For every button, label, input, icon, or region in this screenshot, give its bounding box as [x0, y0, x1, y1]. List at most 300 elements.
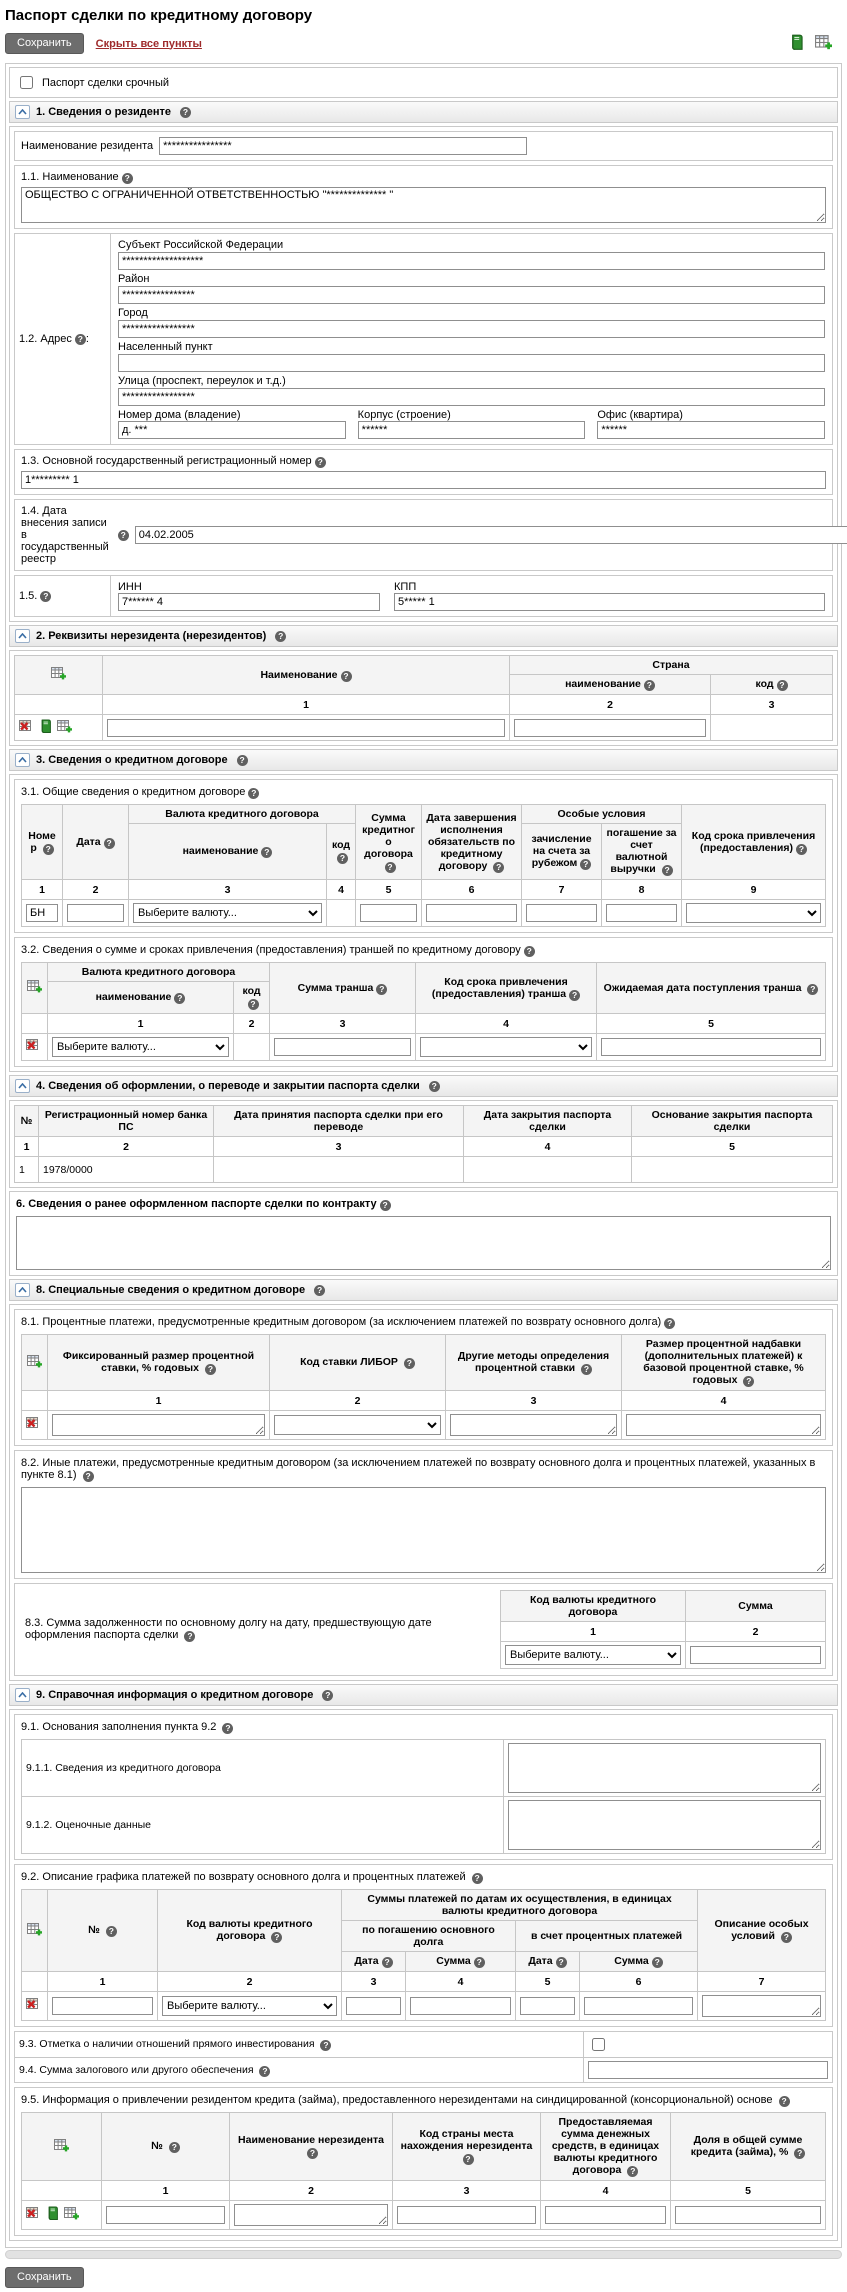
section-3-body — [9, 774, 838, 1072]
interest-date-input[interactable] — [520, 1997, 575, 2015]
col-header-currency-code: Код валюты кредитного договора — [501, 1591, 686, 1622]
num-cell: 2 — [686, 1622, 826, 1642]
num-cell: 4 — [541, 2181, 671, 2201]
help-icon[interactable] — [385, 862, 396, 873]
interest-payments-table — [21, 1334, 826, 1440]
num-cell: 2 — [39, 1137, 214, 1157]
section-8-header — [9, 1279, 838, 1301]
agreement-date-input[interactable] — [67, 904, 124, 922]
col-header-currency-code: код ? — [327, 824, 356, 880]
dictionary-icon[interactable] — [46, 2206, 59, 2224]
syndicate-share-input[interactable] — [675, 2206, 821, 2224]
help-icon[interactable] — [248, 999, 259, 1010]
city-input[interactable] — [118, 320, 825, 338]
add-row-header-cell — [22, 1890, 48, 1972]
syndicate-nonresident-name-textarea[interactable] — [234, 2204, 388, 2226]
col-header-number: Номер ? — [22, 805, 63, 880]
foreign-account-input[interactable] — [526, 904, 597, 922]
column-number-row — [15, 695, 833, 715]
col-header-date: Дата? — [63, 805, 129, 880]
fixed-rate-textarea[interactable] — [52, 1414, 265, 1436]
urgent-passport-label: Паспорт сделки срочный — [42, 76, 170, 89]
help-icon[interactable] — [315, 457, 326, 468]
delete-row-icon[interactable] — [19, 719, 34, 737]
currency-code-cell — [234, 1034, 270, 1061]
nonresident-name-input[interactable] — [107, 719, 505, 737]
help-icon[interactable] — [261, 847, 272, 858]
section-2-title: 2. Реквизиты нерезидента (нерезидентов) — [36, 630, 267, 642]
help-icon[interactable] — [275, 631, 286, 642]
input-cell — [583, 2032, 832, 2058]
help-icon[interactable] — [248, 788, 259, 799]
column-number-row — [22, 1972, 826, 1992]
help-icon[interactable] — [314, 1285, 325, 1296]
table-row — [15, 715, 833, 741]
add-row-icon[interactable] — [27, 1360, 42, 1372]
help-icon[interactable] — [322, 1690, 333, 1701]
p12-label: 1.2. Адрес — [19, 333, 72, 345]
col-header-sum: Сумма? — [406, 1952, 516, 1972]
address-fields — [111, 234, 832, 444]
p82-title: 8.2. Иные платежи, предусмотренные кредитным договором (за исключением платежей по возврату основного долга и процентных платежей, указанных в пункте 8.1) — [21, 1457, 816, 1481]
debt-amount-table — [500, 1590, 826, 1669]
help-icon[interactable] — [794, 2148, 805, 2159]
payment-no-input[interactable] — [52, 1997, 153, 2015]
p91-table — [21, 1739, 826, 1854]
help-icon[interactable] — [472, 1873, 483, 1884]
section-4-header — [9, 1075, 838, 1097]
close-date-cell — [464, 1157, 632, 1183]
help-icon[interactable] — [259, 2066, 270, 2077]
currency-select[interactable] — [505, 1645, 681, 1665]
p93-p94-block — [14, 2031, 833, 2083]
num-cell: 1 — [103, 695, 510, 715]
section-3 — [9, 749, 838, 1072]
principal-date-input[interactable] — [346, 1997, 401, 2015]
section-2 — [9, 625, 838, 746]
p912-label-cell: 9.1.2. Оценочные данные — [22, 1797, 504, 1854]
num-cell: 2 — [230, 2181, 393, 2201]
col-header-term-code: Код срока привлечения (предоставления)? — [682, 805, 826, 880]
delete-row-icon[interactable] — [26, 1422, 41, 1434]
hide-all-link[interactable]: Скрыть все пункты — [95, 37, 202, 50]
city-label: Город — [118, 307, 148, 319]
p15-row — [14, 575, 833, 617]
col-header-transfer-date: Дата принятия паспорта сделки при его переводе — [214, 1106, 464, 1137]
agreement-info-textarea[interactable] — [508, 1743, 821, 1793]
help-icon[interactable] — [581, 1364, 592, 1375]
help-icon[interactable] — [380, 1200, 391, 1211]
num-cell: 2 — [270, 1391, 446, 1411]
currency-select[interactable] — [52, 1037, 229, 1057]
num-cell: 4 — [464, 1137, 632, 1157]
help-icon[interactable] — [222, 1723, 233, 1734]
num-cell: 2 — [158, 1972, 342, 1992]
collapse-section-8-icon[interactable] — [15, 1283, 30, 1297]
input-cell — [48, 1034, 234, 1061]
help-icon[interactable] — [376, 984, 387, 995]
p32-block — [14, 937, 833, 1067]
help-icon[interactable] — [524, 946, 535, 957]
resident-name-label: Наименование резидента — [21, 140, 154, 152]
col-header-name: Наименование? — [103, 656, 510, 695]
add-row-header-cell — [22, 2113, 102, 2181]
num-cell: 5 — [516, 1972, 580, 1992]
principal-sum-input[interactable] — [410, 1997, 511, 2015]
p12-colon: : — [85, 333, 89, 345]
help-icon[interactable] — [556, 1957, 567, 1968]
section-2-header — [9, 625, 838, 647]
collapse-section-3-icon[interactable] — [15, 753, 30, 767]
p83-block — [14, 1583, 833, 1676]
col-header-sum: Сумма? — [580, 1952, 698, 1972]
num-cell: 1 — [102, 2181, 230, 2201]
subject-input[interactable] — [118, 252, 825, 270]
input-cell — [158, 1992, 342, 2021]
row-actions-cell — [22, 1992, 48, 2021]
tranche-date-input[interactable] — [601, 1038, 821, 1056]
office-input[interactable] — [597, 421, 825, 439]
tranche-amount-input[interactable] — [274, 1038, 411, 1056]
help-icon[interactable] — [404, 1358, 415, 1369]
agreement-amount-input[interactable] — [360, 904, 417, 922]
syndicate-country-code-input[interactable] — [397, 2206, 536, 2224]
help-icon[interactable] — [463, 2154, 474, 2165]
section-6-title: 6. Сведения о ранее оформленном паспорте сделки по контракту — [16, 1198, 377, 1210]
num-cell: 1 — [15, 1137, 39, 1157]
column-number-row — [22, 2181, 826, 2201]
org-name-textarea[interactable] — [21, 187, 826, 223]
collapse-section-9-icon[interactable] — [15, 1688, 30, 1702]
num-cell — [15, 695, 103, 715]
district-input[interactable] — [118, 286, 825, 304]
help-icon[interactable] — [796, 844, 807, 855]
num-cell: 9 — [682, 880, 826, 900]
col-header-no: № ? — [102, 2113, 230, 2181]
help-icon[interactable] — [237, 755, 248, 766]
libor-code-select[interactable] — [274, 1415, 441, 1435]
col-header-tranche-amount: Сумма транша? — [270, 963, 416, 1014]
help-icon[interactable] — [664, 1318, 675, 1329]
building-input[interactable] — [358, 421, 586, 439]
p14-label: 1.4. Дата внесения записи в государственный реестр — [21, 505, 109, 565]
table-row — [22, 900, 826, 927]
help-icon[interactable] — [429, 1081, 440, 1092]
copy-row-icon[interactable] — [57, 719, 72, 737]
other-methods-textarea[interactable] — [450, 1414, 617, 1436]
num-cell — [22, 1014, 48, 1034]
input-cell — [622, 1411, 826, 1440]
ogrn-input[interactable] — [21, 471, 826, 489]
delete-row-icon[interactable] — [26, 2206, 41, 2224]
num-cell: 5 — [597, 1014, 826, 1034]
column-number-row — [22, 1391, 826, 1411]
help-icon[interactable] — [580, 859, 591, 870]
country-name-input[interactable] — [514, 719, 706, 737]
help-icon[interactable] — [43, 844, 54, 855]
num-cell: 3 — [270, 1014, 416, 1034]
col-header-no: № ? — [48, 1890, 158, 1972]
other-payments-textarea[interactable] — [21, 1487, 826, 1573]
col-header-close-reason: Основание закрытия паспорта сделки — [632, 1106, 833, 1137]
num-cell: 2 — [234, 1014, 270, 1034]
input-cell — [602, 900, 682, 927]
p911-label-cell: 9.1.1. Сведения из кредитного договора — [22, 1740, 504, 1797]
direct-investment-checkbox[interactable] — [592, 2038, 605, 2051]
page-title: Паспорт сделки по кредитному договору — [5, 7, 313, 24]
col-header-principal: по погашению основного долга — [342, 1921, 516, 1952]
interest-sum-input[interactable] — [584, 1997, 693, 2015]
p31-title: 3.1. Общие сведения о кредитном договоре — [21, 786, 246, 798]
section-1 — [9, 101, 838, 622]
num-cell — [22, 2181, 102, 2201]
help-icon[interactable] — [205, 1364, 216, 1375]
previous-passport-textarea[interactable] — [16, 1216, 831, 1270]
help-icon[interactable] — [83, 1471, 94, 1482]
inn-input[interactable] — [118, 593, 380, 611]
add-row-icon[interactable] — [51, 672, 66, 684]
section-8-title: 8. Специальные сведения о кредитном договоре — [36, 1284, 306, 1296]
p92-block — [14, 1864, 833, 2027]
help-icon[interactable] — [104, 838, 115, 849]
input-cell — [522, 900, 602, 927]
num-cell: 1 — [48, 1391, 270, 1411]
special-terms-textarea[interactable] — [702, 1995, 821, 2017]
help-icon[interactable] — [807, 984, 818, 995]
table-row — [15, 2032, 832, 2058]
help-icon[interactable] — [662, 865, 673, 876]
toolbar — [5, 33, 842, 54]
help-icon[interactable] — [382, 1957, 393, 1968]
add-row-header-cell — [15, 656, 103, 695]
p91-title: 9.1. Основания заполнения пункта 9.2 — [21, 1721, 217, 1733]
col-header-currency-name: наименование? — [48, 982, 234, 1014]
input-cell — [48, 1411, 270, 1440]
help-icon[interactable] — [627, 2166, 638, 2177]
section-8-body — [9, 1304, 838, 1681]
input-cell — [230, 2201, 393, 2230]
col-header-currency: Валюта кредитного договора — [48, 963, 270, 982]
help-icon[interactable] — [271, 1932, 282, 1943]
input-cell — [416, 1034, 597, 1061]
currency-code-cell — [327, 900, 356, 927]
col-header-currency-code: Код валюты кредитного договора ? — [158, 1890, 342, 1972]
section-4 — [9, 1075, 838, 1188]
num-cell: 4 — [622, 1391, 826, 1411]
num-cell: 2 — [63, 880, 129, 900]
help-icon[interactable] — [122, 173, 133, 184]
help-icon[interactable] — [106, 1926, 117, 1937]
add-row-icon[interactable] — [54, 2144, 69, 2156]
add-row-icon[interactable] — [27, 985, 42, 997]
term-code-select[interactable] — [686, 903, 821, 923]
input-cell — [682, 900, 826, 927]
help-icon[interactable] — [777, 680, 788, 691]
kpp-label: КПП — [394, 581, 417, 593]
num-cell — [22, 1972, 48, 1992]
settlement-input[interactable] — [118, 354, 825, 372]
input-cell — [686, 1642, 826, 1669]
num-cell: 5 — [671, 2181, 826, 2201]
help-icon[interactable] — [184, 1631, 195, 1642]
registry-date-input[interactable] — [135, 526, 847, 544]
num-cell: 1 — [48, 1014, 234, 1034]
currency-select[interactable] — [133, 903, 322, 923]
help-icon[interactable] — [644, 680, 655, 691]
col-header-date: Дата? — [342, 1952, 406, 1972]
p31-block — [14, 779, 833, 933]
col-header-foreign-account: зачисление на счета за рубежом? — [522, 824, 602, 880]
urgent-passport-checkbox[interactable] — [20, 76, 33, 89]
collapse-section-4-icon[interactable] — [15, 1079, 30, 1093]
num-cell: 5 — [632, 1137, 833, 1157]
end-date-input[interactable] — [426, 904, 517, 922]
syndicate-no-input[interactable] — [106, 2206, 225, 2224]
syndicate-amount-input[interactable] — [545, 2206, 666, 2224]
section-4-body — [9, 1100, 838, 1188]
col-header-amount: Сумма — [686, 1591, 826, 1622]
section-1-body — [9, 126, 838, 622]
currency-select[interactable] — [162, 1996, 337, 2016]
num-cell: 8 — [602, 880, 682, 900]
col-header-rate-markup: Размер процентной надбавки (дополнительных платежей) к базовой процентной ставке, % годовых ? — [622, 1335, 826, 1391]
input-cell — [63, 900, 129, 927]
row-actions-cell — [22, 1034, 48, 1061]
p81-title: 8.1. Процентные платежи, предусмотренные кредитным договором (за исключением платежей по возврату основного долга) — [21, 1316, 662, 1328]
num-cell: 6 — [580, 1972, 698, 1992]
debt-amount-input[interactable] — [690, 1646, 821, 1664]
agreement-number-input[interactable] — [26, 904, 58, 922]
estimated-data-textarea[interactable] — [508, 1800, 821, 1850]
help-icon[interactable] — [493, 862, 504, 873]
table-row — [22, 2201, 826, 2230]
input-cell — [509, 715, 710, 741]
section-2-body — [9, 650, 838, 746]
p83-title: 8.3. Сумма задолженности по основному долгу на дату, предшествующую дате оформления паспорта сделки — [25, 1617, 432, 1641]
p13-row — [14, 449, 833, 495]
col-header-country-code: код? — [710, 675, 832, 695]
inn-kpp-fields — [111, 576, 832, 616]
help-icon[interactable] — [652, 1957, 663, 1968]
passport-registration-table — [14, 1105, 833, 1183]
input-cell — [393, 2201, 541, 2230]
subject-label: Субъект Российской Федерации — [118, 239, 284, 251]
column-number-row — [22, 880, 826, 900]
row-no-cell: 1 — [15, 1157, 39, 1183]
section-4-title: 4. Сведения об оформлении, о переводе и закрытии паспорта сделки — [36, 1080, 420, 1092]
delete-row-icon[interactable] — [26, 2003, 41, 2015]
col-header-country-name: наименование? — [509, 675, 710, 695]
help-icon[interactable] — [781, 1932, 792, 1943]
col-header-fixed-rate: Фиксированный размер процентной ставки, % годовых ? — [48, 1335, 270, 1391]
nonresident-table — [14, 655, 833, 741]
tranche-term-select[interactable] — [420, 1037, 592, 1057]
help-icon[interactable] — [474, 1957, 485, 1968]
row-actions-cell — [22, 1411, 48, 1440]
add-row-icon[interactable] — [27, 1928, 42, 1940]
rate-markup-textarea[interactable] — [626, 1414, 821, 1436]
column-number-row — [501, 1622, 826, 1642]
help-icon[interactable] — [174, 993, 185, 1004]
copy-row-icon[interactable] — [64, 2206, 79, 2224]
collapse-section-1-icon[interactable] — [15, 105, 30, 119]
col-header-libor-code: Код ставки ЛИБОР ? — [270, 1335, 446, 1391]
input-cell — [129, 900, 327, 927]
input-cell — [580, 1992, 698, 2021]
collapse-section-2-icon[interactable] — [15, 629, 30, 643]
p13-label: 1.3. Основной государственный регистрационный номер — [21, 455, 312, 467]
close-reason-cell — [632, 1157, 833, 1183]
num-cell: 4 — [327, 880, 356, 900]
col-header-other-methods: Другие методы определения процентной ставки ? — [446, 1335, 622, 1391]
delete-row-icon[interactable] — [26, 1044, 41, 1056]
input-cell — [504, 1797, 826, 1854]
num-cell: 1 — [501, 1622, 686, 1642]
col-header-currency-code: код ? — [234, 982, 270, 1014]
resident-name-input[interactable] — [159, 137, 527, 155]
num-cell: 3 — [393, 2181, 541, 2201]
street-input[interactable] — [118, 388, 825, 406]
col-header-share: Доля в общей сумме кредита (займа), % ? — [671, 2113, 826, 2181]
p92-title: 9.2. Описание графика платежей по возврату основного долга и процентных платежей — [21, 1871, 466, 1883]
input-cell — [541, 2201, 671, 2230]
table-row — [22, 1797, 826, 1854]
help-icon[interactable] — [40, 591, 51, 602]
section-3-header — [9, 749, 838, 771]
export-table-icon[interactable] — [815, 34, 832, 54]
col-header-interest: в счет процентных платежей — [516, 1921, 698, 1952]
col-header-close-date: Дата закрытия паспорта сделки — [464, 1106, 632, 1137]
dictionary-icon[interactable] — [39, 719, 52, 737]
help-icon[interactable] — [337, 853, 348, 864]
help-icon[interactable] — [743, 1376, 754, 1387]
table-row — [15, 1157, 833, 1183]
help-icon[interactable] — [779, 2096, 790, 2107]
p81-block — [14, 1309, 833, 1446]
house-input[interactable] — [118, 421, 346, 439]
col-header-special: Особые условия — [522, 805, 682, 824]
help-icon[interactable] — [118, 530, 129, 541]
table-row — [501, 1642, 826, 1669]
inn-label: ИНН — [118, 581, 142, 593]
help-icon[interactable] — [169, 2142, 180, 2153]
help-icon[interactable] — [320, 2040, 331, 2051]
kpp-input[interactable] — [394, 593, 825, 611]
syndicated-loan-table — [21, 2112, 826, 2230]
col-header-special-terms: Описание особых условий ? — [698, 1890, 826, 1972]
col-header-payment-sums: Суммы платежей по датам их осуществления, в единицах валюты кредитного договора — [342, 1890, 698, 1921]
help-icon[interactable] — [180, 107, 191, 118]
help-icon[interactable] — [569, 990, 580, 1001]
save-button-bottom[interactable]: Сохранить — [5, 2267, 84, 2288]
save-button[interactable]: Сохранить — [5, 33, 84, 54]
p94-label-cell: 9.4. Сумма залогового или другого обеспечения ? — [15, 2058, 583, 2083]
add-row-header-cell — [22, 1335, 48, 1391]
section-3-title: 3. Сведения о кредитном договоре — [36, 754, 228, 766]
currency-proceeds-input[interactable] — [606, 904, 677, 922]
help-icon[interactable] — [341, 671, 352, 682]
document-icon[interactable] — [789, 34, 804, 54]
help-icon[interactable] — [75, 334, 86, 345]
col-header-tranche-date: Ожидаемая дата поступления транша ? — [597, 963, 826, 1014]
help-icon[interactable] — [307, 2148, 318, 2159]
input-cell — [583, 2058, 832, 2083]
p12-label-cell — [15, 234, 111, 444]
input-cell — [597, 1034, 826, 1061]
office-label: Офис (квартира) — [597, 409, 683, 421]
table-row — [22, 1034, 826, 1061]
collateral-amount-input[interactable] — [588, 2061, 829, 2079]
